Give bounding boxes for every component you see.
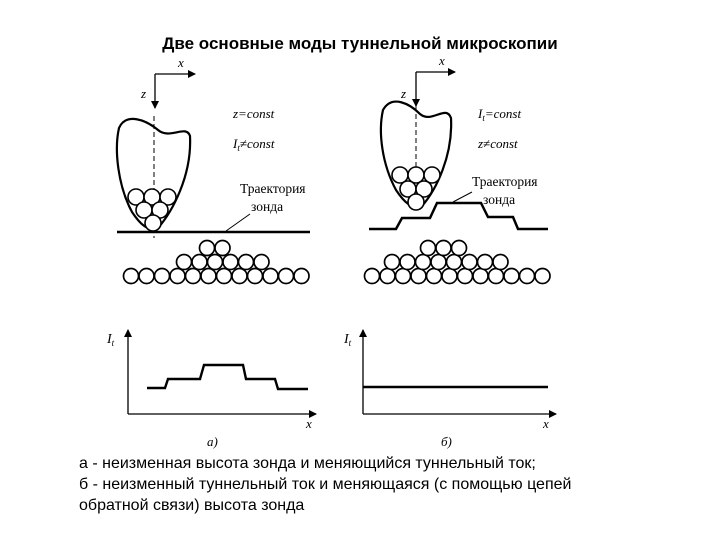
sample-atom [232, 269, 247, 284]
sample-atom [452, 241, 467, 256]
panel-a [106, 55, 316, 449]
sample-atom [396, 269, 411, 284]
sample-atom [248, 269, 263, 284]
sample-atom [139, 269, 154, 284]
sample-atom [493, 255, 508, 270]
sample-atom [201, 269, 216, 284]
sample-atom [462, 255, 477, 270]
sample-atom [400, 255, 415, 270]
panel-a-condition-current: $I_t\ne const$ [233, 136, 275, 153]
panel-b-trajectory-label-2: зонда [483, 192, 516, 207]
caption-line-1: а - неизменная высота зонда и меняющийся туннельный ток; [79, 455, 536, 472]
sample-atom [217, 269, 232, 284]
sample-atom [200, 241, 215, 256]
panel-b-sample-atoms [365, 241, 551, 284]
sample-atom [489, 269, 504, 284]
panel-a-sample-atoms [124, 241, 310, 284]
sample-atom [385, 255, 400, 270]
panel-b-letter: б) [441, 434, 452, 449]
panel-b-condition-current: $I_t=const$ [478, 106, 522, 123]
panel-b-axis-z-label: z [401, 86, 407, 101]
sample-atom [442, 269, 457, 284]
sample-atom [192, 255, 207, 270]
sample-atom [208, 255, 223, 270]
panel-a-axes [155, 74, 195, 108]
sample-atom [186, 269, 201, 284]
panel-a-letter: а) [207, 434, 218, 449]
panel-a-axis-x-label: x [178, 55, 184, 70]
sample-atom [239, 255, 254, 270]
panel-b-trajectory-label-1: Траектория [472, 174, 538, 189]
sample-atom [520, 269, 535, 284]
sample-atom [294, 269, 309, 284]
panel-a-axis-z-label: z [141, 86, 147, 101]
sample-atom [279, 269, 294, 284]
sample-atom [473, 269, 488, 284]
panel-a-trajectory-pointer [226, 214, 250, 231]
panel-b-graph-x-label: x [543, 416, 549, 431]
sample-atom [431, 255, 446, 270]
sample-atom [223, 255, 238, 270]
sample-atom [478, 255, 493, 270]
panel-b-axis-x-label: x [439, 53, 445, 68]
panel-b-condition-z: z≠const [478, 136, 518, 151]
sample-atom [447, 255, 462, 270]
sample-atom [421, 241, 436, 256]
sample-atom [504, 269, 519, 284]
panel-b-axes [416, 72, 455, 106]
sample-atom [254, 255, 269, 270]
caption-line-2: б - неизменный туннельный ток и меняющаяся (с помощью цепей [79, 476, 572, 493]
panel-b-trajectory-pointer [453, 192, 472, 202]
panel-a-trajectory-label-2: зонда [251, 199, 284, 214]
sample-atom [170, 269, 185, 284]
panel-b-current-graph [363, 330, 556, 414]
panel-a-condition-z-const: z=const [233, 106, 275, 121]
sample-atom [458, 269, 473, 284]
page-title: Две основные моды туннельной микроскопии [162, 34, 558, 53]
panel-b-probe-trajectory [369, 203, 548, 229]
sample-atom [155, 269, 170, 284]
sample-atom [535, 269, 550, 284]
sample-atom [427, 269, 442, 284]
sample-atom [416, 255, 431, 270]
panel-b [343, 53, 556, 449]
panel-a-trajectory-label-1: Траектория [240, 181, 306, 196]
sample-atom [436, 241, 451, 256]
caption [79, 453, 699, 516]
sample-atom [215, 241, 230, 256]
panel-b-graph-y-label: $I_t$ [344, 332, 352, 348]
panel-a-current-graph [128, 330, 316, 414]
sample-atom [177, 255, 192, 270]
sample-atom [263, 269, 278, 284]
caption-line-3: обратной связи) высота зонда [79, 497, 305, 514]
panel-a-graph-x-label: x [306, 416, 312, 431]
sample-atom [380, 269, 395, 284]
sample-atom [411, 269, 426, 284]
panel-a-graph-y-label: $I_t$ [107, 332, 115, 348]
sample-atom [124, 269, 139, 284]
sample-atom [365, 269, 380, 284]
